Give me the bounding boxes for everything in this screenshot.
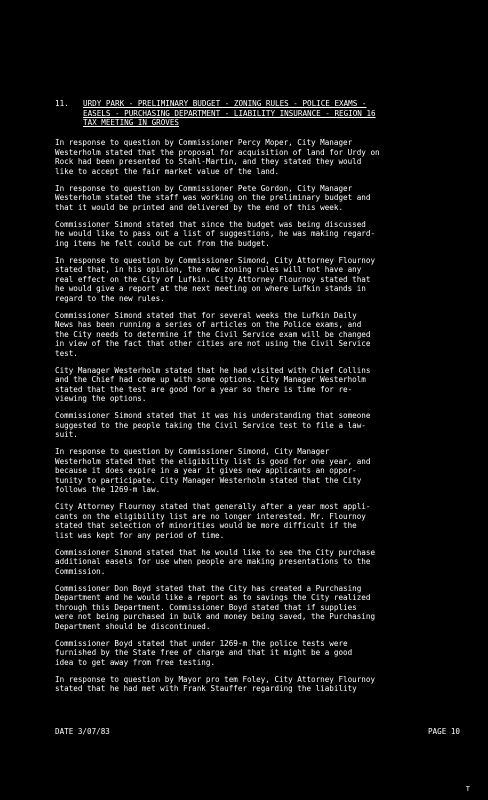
- paragraph: [55, 366, 460, 404]
- paragraph: [55, 584, 460, 632]
- paragraph-line: tunity to participate. City Manager Westerholm stated that the City: [55, 475, 362, 485]
- paragraph-line: suggested to the people taking the Civil Service test to file a law-: [55, 420, 366, 430]
- paragraph-line: furnished by the State free of charge and that it might be a good: [55, 648, 353, 657]
- paragraph: [55, 548, 460, 577]
- paragraph: [55, 184, 460, 213]
- minutes-body: [55, 138, 460, 701]
- paragraph: [55, 447, 460, 495]
- paragraph-line: Rock had been presented to Stahl-Martin, and they stated they would: [55, 157, 362, 166]
- paragraph-line: idea to get away from free testing.: [55, 657, 216, 667]
- paragraph-line: additional easels for use when people are making presentations to the: [55, 557, 371, 566]
- footer-page-number: PAGE 10: [427, 727, 460, 736]
- paragraph-line: in view of the fact that other cities are not using the Civil Service: [55, 339, 371, 348]
- paragraph-line: Commissioner Simond stated that he would like to see the City purchase: [55, 547, 376, 557]
- paragraph: [55, 639, 460, 668]
- paragraph-line: City Manager Westerholm stated that he had visited with Chief Collins: [55, 365, 371, 375]
- section-title-line: EASELS - PURCHASING DEPARTMENT - LIABILITY INSURANCE - REGION 16: [83, 108, 376, 118]
- paragraph-line: list was kept for any period of time.: [55, 530, 225, 540]
- paragraph-line: Commissioner Don Boyd stated that the City has created a Purchasing: [55, 583, 362, 593]
- paragraph-line: Department should be discontinued.: [55, 621, 211, 631]
- corner-mark: T: [465, 784, 470, 793]
- footer-date: DATE 3/07/83: [55, 727, 110, 736]
- paragraph-line: follows the 1269-m law.: [55, 485, 161, 494]
- paragraph-line: In response to question by Commissioner Percy Moper, City Manager: [55, 138, 353, 147]
- paragraph-line: stated that, in his opinion, the new zoning rules will not have any: [55, 265, 362, 274]
- paragraph-line: viewing the options.: [55, 394, 147, 403]
- paragraph-line: real effect on the City of Lufkin. City Attorney Flournoy stated that: [55, 274, 371, 284]
- paragraph-line: Commissioner Simond stated that it was his understanding that someone: [55, 411, 371, 420]
- paragraph-line: and the Chief had come up with some options. City Manager Westerholm: [55, 375, 366, 384]
- section-number: 11.: [55, 99, 69, 108]
- paragraph-line: were not being purchased in bulk and money being saved, the Purchasing: [55, 612, 376, 621]
- section-heading: [55, 99, 455, 128]
- paragraph-line: through this Department. Commissioner Boyd stated that if supplies: [55, 602, 357, 612]
- paragraph: [55, 256, 460, 304]
- paragraph-line: stated that the test are good for a year so there is time for re-: [55, 384, 353, 394]
- paragraph-line: Westerholm stated that the eligibility list is good for one year, and: [55, 456, 371, 466]
- paragraph-line: he would give a report at the next meeting on where Lufkin stands in: [55, 284, 366, 293]
- paragraph-line: Commission.: [55, 566, 106, 576]
- paragraph-line: cants on the eligibility list are no longer interested. Mr. Flournoy: [55, 511, 366, 521]
- paragraph-line: ing items he felt could be cut from the budget.: [55, 238, 270, 248]
- paragraph: [55, 311, 460, 359]
- paragraph: [55, 502, 460, 540]
- section-title: [83, 99, 455, 128]
- section-title-line: URDY PARK - PRELIMINARY BUDGET - ZONING RULES - POLICE EXAMS -: [83, 99, 367, 108]
- paragraph-line: suit.: [55, 430, 78, 439]
- paragraph-line: the City needs to determine if the Civil Service exam will be changed: [55, 329, 371, 339]
- section-title-line: TAX MEETING IN GROVES: [83, 118, 180, 127]
- paragraph-line: Westerholm stated that the proposal for acquisition of land for Urdy on: [55, 147, 380, 157]
- paragraph-line: because it does expire in a year it gives new applicants an oppor-: [55, 466, 357, 475]
- paragraph-line: City Attorney Flournoy stated that generally after a year most appli-: [55, 502, 371, 511]
- paragraph-line: Department and he would like a report as to savings the City realized: [55, 593, 371, 602]
- paragraph-line: In response to question by Mayor pro tem Foley, City Attorney Flournoy: [55, 674, 376, 684]
- paragraph: [55, 138, 460, 176]
- paragraph-line: Commissioner Simond stated that for several weeks the Lufkin Daily: [55, 310, 357, 320]
- paragraph-line: Commissioner Boyd stated that under 1269-m the police tests were: [55, 638, 348, 648]
- paragraph-line: Commissioner Simond stated that since the budget was being discussed: [55, 219, 366, 229]
- paragraph: [55, 675, 460, 694]
- paragraph-line: Westerholm stated the staff was working on the preliminary budget and: [55, 193, 371, 202]
- paragraph-line: that it would be printed and delivered by the end of this week.: [55, 202, 344, 212]
- paragraph-line: regard to the new rules.: [55, 293, 165, 303]
- paragraph-line: test.: [55, 348, 78, 358]
- paragraph: [55, 411, 460, 440]
- page-footer: [55, 727, 460, 737]
- paragraph-line: like to accept the fair market value of the land.: [55, 166, 280, 176]
- paragraph-line: In response to question by Commissioner Pete Gordon, City Manager: [55, 183, 353, 193]
- paragraph-line: stated that he had met with Frank Stauffer regarding the liability: [55, 684, 357, 693]
- paragraph-line: In response to question by Commissioner Simond, City Manager: [55, 447, 330, 456]
- paragraph-line: News has been running a series of articles on the Police exams, and: [55, 320, 362, 329]
- paragraph-line: stated that selection of minorities would be more difficult if the: [55, 521, 357, 530]
- paragraph-line: he would like to pass out a list of suggestions, he was making regard-: [55, 229, 376, 238]
- paragraph: [55, 220, 460, 249]
- paragraph-line: In response to question by Commissioner Simond, City Attorney Flournoy: [55, 255, 376, 265]
